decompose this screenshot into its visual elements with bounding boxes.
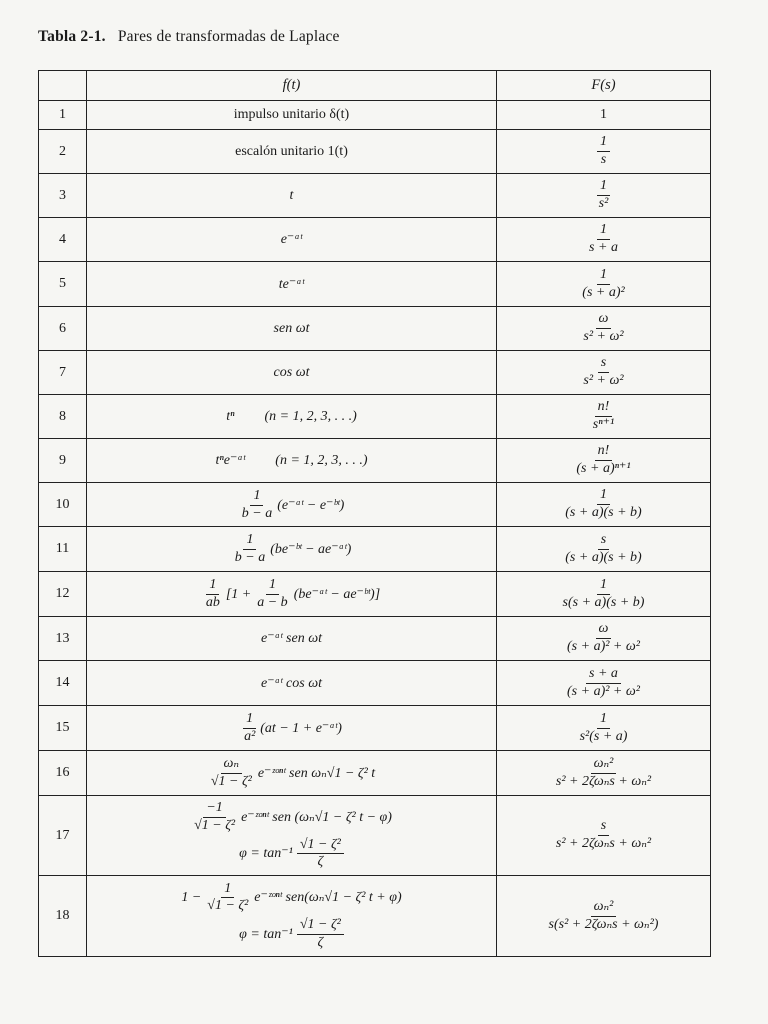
row-index: 6 bbox=[39, 307, 87, 351]
f-numerator: 1 bbox=[206, 578, 219, 595]
f-expr: (be⁻ᵃᵗ − ae⁻ᵇᵗ)] bbox=[293, 587, 381, 602]
F-denominator: (s + a)² + ω² bbox=[567, 683, 640, 699]
table-row bbox=[39, 130, 711, 174]
F-denominator: s + a bbox=[589, 240, 618, 255]
F-numerator: n! bbox=[595, 400, 613, 417]
F-fraction bbox=[597, 135, 610, 167]
f-expr: t bbox=[289, 187, 294, 203]
table-caption bbox=[38, 28, 340, 46]
F-cell bbox=[497, 572, 711, 617]
row-index: 7 bbox=[39, 351, 87, 395]
f-cell bbox=[87, 101, 497, 130]
f-cell bbox=[87, 307, 497, 351]
f-expr: e⁻ᶻᵒⁿᵗ sen (ωₙ√1 − ζ² t − φ) bbox=[241, 809, 392, 825]
f-expr: (be⁻ᵇᵗ − ae⁻ᵃᵗ) bbox=[270, 542, 352, 557]
F-denominator: sⁿ⁺¹ bbox=[592, 417, 615, 432]
F-fraction bbox=[553, 757, 654, 789]
F-fraction bbox=[596, 179, 612, 211]
table-row bbox=[39, 262, 711, 307]
f-denominator: a² bbox=[244, 729, 256, 744]
F-numerator: ω bbox=[596, 312, 612, 329]
F-denominator: (s + a)² + ω² bbox=[567, 639, 640, 654]
F-numerator: s + a bbox=[586, 667, 621, 684]
f-cell bbox=[87, 262, 497, 307]
F-fraction bbox=[564, 667, 643, 699]
F-cell bbox=[497, 661, 711, 706]
table-row bbox=[39, 218, 711, 262]
f-fraction bbox=[241, 712, 258, 744]
F-fraction bbox=[590, 400, 617, 432]
f-denominator: ab bbox=[205, 595, 220, 610]
F-denominator: s² bbox=[598, 196, 609, 211]
F-denominator: s² + 2ζωₙs + ωₙ² bbox=[555, 773, 652, 789]
f-cell bbox=[87, 751, 497, 796]
F-fraction bbox=[546, 900, 662, 932]
F-cell bbox=[497, 351, 711, 395]
table-row bbox=[39, 483, 711, 527]
f-cell bbox=[87, 706, 497, 751]
F-numerator: ω bbox=[596, 622, 612, 639]
row-index: 14 bbox=[39, 661, 87, 706]
table-row bbox=[39, 101, 711, 130]
f-numerator: −1 bbox=[203, 801, 225, 818]
F-denominator: s²(s + a) bbox=[579, 728, 628, 744]
f-fraction bbox=[208, 757, 255, 789]
F-fraction bbox=[573, 444, 633, 476]
laplace-table bbox=[38, 70, 711, 957]
f-numerator: 1 bbox=[250, 489, 263, 506]
F-fraction bbox=[579, 268, 627, 300]
f-condition: (n = 1, 2, 3, . . .) bbox=[264, 408, 357, 424]
table-row bbox=[39, 706, 711, 751]
row-index: 13 bbox=[39, 617, 87, 661]
f-expr: cos ωt bbox=[273, 364, 310, 380]
f-cell bbox=[87, 218, 497, 262]
F-numerator: ωₙ² bbox=[591, 757, 617, 774]
f-cell bbox=[87, 395, 497, 439]
F-numerator: s bbox=[598, 533, 609, 550]
table-row bbox=[39, 174, 711, 218]
f-numerator: ωₙ bbox=[221, 757, 243, 774]
F-numerator: 1 bbox=[597, 488, 610, 505]
F-expr: 1 bbox=[600, 107, 607, 122]
table-row bbox=[39, 617, 711, 661]
table-row bbox=[39, 307, 711, 351]
table-row bbox=[39, 876, 711, 957]
F-cell bbox=[497, 262, 711, 307]
F-numerator: 1 bbox=[597, 179, 610, 196]
f-denominator: √1 − ζ² bbox=[194, 817, 236, 833]
phi-fraction bbox=[297, 838, 344, 870]
F-cell bbox=[497, 101, 711, 130]
F-cell bbox=[497, 706, 711, 751]
table-row bbox=[39, 796, 711, 876]
F-numerator: 1 bbox=[597, 223, 610, 240]
f-denominator: √1 − ζ² bbox=[207, 898, 249, 914]
f-expr: tⁿ bbox=[226, 408, 235, 424]
F-cell bbox=[497, 527, 711, 572]
f-cell bbox=[87, 439, 497, 483]
f-numerator: 1 bbox=[221, 882, 234, 899]
f-cell bbox=[87, 876, 497, 957]
phi-label: φ = tan⁻¹ bbox=[239, 926, 293, 942]
F-cell bbox=[497, 617, 711, 661]
F-fraction bbox=[553, 819, 654, 851]
phi-label: φ = tan⁻¹ bbox=[239, 846, 293, 862]
F-fraction bbox=[562, 488, 644, 520]
row-index: 16 bbox=[39, 751, 87, 796]
f-numerator: 1 bbox=[243, 712, 256, 729]
table-title: Pares de transformadas de Laplace bbox=[117, 28, 340, 45]
row-index: 12 bbox=[39, 572, 87, 617]
F-denominator: (s + a)(s + b) bbox=[565, 505, 642, 520]
f-numerator-2: 1 bbox=[266, 578, 279, 595]
f-expr: (at − 1 + e⁻ᵃᵗ) bbox=[260, 721, 342, 736]
f-denominator: √1 − ζ² bbox=[210, 774, 252, 789]
phi-fraction bbox=[297, 918, 344, 950]
f-expr: tⁿe⁻ᵃᵗ bbox=[215, 453, 246, 468]
F-denominator: s bbox=[600, 152, 607, 167]
table-row bbox=[39, 527, 711, 572]
F-numerator: n! bbox=[595, 444, 613, 461]
row-index: 11 bbox=[39, 527, 87, 572]
phi-numerator: √1 − ζ² bbox=[297, 918, 344, 935]
F-cell bbox=[497, 174, 711, 218]
table-row bbox=[39, 751, 711, 796]
f-expr: e⁻ᵃᵗ bbox=[280, 232, 303, 247]
f-fraction-2 bbox=[254, 578, 290, 610]
F-fraction bbox=[580, 312, 626, 344]
f-denominator: b − a bbox=[241, 505, 273, 521]
row-index: 3 bbox=[39, 174, 87, 218]
f-expr: te⁻ᵃᵗ bbox=[278, 276, 305, 292]
f-cell bbox=[87, 483, 497, 527]
F-fraction bbox=[586, 223, 621, 255]
header-f: f(t) bbox=[87, 71, 497, 101]
phi-denominator: ζ bbox=[317, 934, 324, 950]
F-numerator: s bbox=[598, 356, 609, 373]
F-numerator: 1 bbox=[597, 135, 610, 152]
F-cell bbox=[497, 796, 711, 876]
F-fraction bbox=[562, 533, 644, 565]
F-denominator: (s + a)² bbox=[582, 284, 625, 300]
f-expr: (e⁻ᵃᵗ − e⁻ᵇᵗ) bbox=[277, 497, 345, 513]
table-row bbox=[39, 572, 711, 617]
F-cell bbox=[497, 751, 711, 796]
F-denominator: (s + a)ⁿ⁺¹ bbox=[576, 461, 631, 476]
F-cell bbox=[497, 439, 711, 483]
row-index: 1 bbox=[39, 101, 87, 130]
phi-denominator: ζ bbox=[317, 854, 324, 870]
row-index: 10 bbox=[39, 483, 87, 527]
F-numerator: 1 bbox=[597, 268, 610, 285]
f-cell bbox=[87, 661, 497, 706]
row-index: 9 bbox=[39, 439, 87, 483]
F-denominator: s(s + a)(s + b) bbox=[562, 594, 645, 610]
f-denominator: b − a bbox=[234, 550, 266, 565]
F-fraction bbox=[580, 356, 626, 388]
f-expr: e⁻ᶻᵒⁿᵗ sen(ωₙ√1 − ζ² t + φ) bbox=[254, 890, 402, 906]
F-denominator: s² + 2ζωₙs + ωₙ² bbox=[555, 836, 652, 851]
f-prefix: 1 − bbox=[181, 889, 202, 905]
f-fraction bbox=[232, 533, 268, 565]
f-fraction bbox=[191, 801, 238, 833]
F-denominator: s² + ω² bbox=[583, 373, 624, 388]
row-index: 18 bbox=[39, 876, 87, 957]
F-denominator: s(s² + 2ζωₙs + ωₙ²) bbox=[548, 916, 659, 932]
F-cell bbox=[497, 483, 711, 527]
row-index: 4 bbox=[39, 218, 87, 262]
row-index: 8 bbox=[39, 395, 87, 439]
f-numerator: 1 bbox=[243, 533, 256, 550]
f-expr: e⁻ᵃᵗ cos ωt bbox=[261, 675, 322, 691]
f-cell bbox=[87, 796, 497, 876]
F-cell bbox=[497, 307, 711, 351]
f-expr: impulso unitario δ(t) bbox=[233, 107, 350, 122]
F-denominator: s² + ω² bbox=[583, 329, 624, 344]
f-fraction bbox=[239, 489, 275, 521]
row-index: 5 bbox=[39, 262, 87, 307]
table-row bbox=[39, 395, 711, 439]
f-cell bbox=[87, 174, 497, 218]
table-row bbox=[39, 351, 711, 395]
f-cell bbox=[87, 351, 497, 395]
F-fraction bbox=[564, 622, 643, 654]
f-expr: sen ωt bbox=[273, 320, 310, 336]
header-row bbox=[39, 71, 711, 101]
F-cell bbox=[497, 876, 711, 957]
F-cell bbox=[497, 395, 711, 439]
row-index: 15 bbox=[39, 706, 87, 751]
f-fraction bbox=[203, 578, 223, 610]
f-expr: e⁻ᶻᵒⁿᵗ sen ωₙ√1 − ζ² t bbox=[257, 766, 376, 781]
table-row bbox=[39, 439, 711, 483]
f-cell bbox=[87, 617, 497, 661]
header-index bbox=[39, 71, 87, 101]
header-F: F(s) bbox=[497, 71, 711, 101]
phi-numerator: √1 − ζ² bbox=[297, 838, 344, 855]
f-cell bbox=[87, 572, 497, 617]
f-denominator-2: a − b bbox=[257, 595, 288, 610]
F-numerator: 1 bbox=[597, 578, 610, 595]
row-index: 2 bbox=[39, 130, 87, 174]
f-expr: e⁻ᵃᵗ sen ωt bbox=[261, 631, 322, 646]
f-cell bbox=[87, 527, 497, 572]
F-numerator: ωₙ² bbox=[591, 900, 617, 917]
f-cell bbox=[87, 130, 497, 174]
f-expr: escalón unitario 1(t) bbox=[235, 143, 348, 159]
table-row bbox=[39, 661, 711, 706]
f-open: [1 + bbox=[225, 586, 252, 602]
F-cell bbox=[497, 130, 711, 174]
f-condition: (n = 1, 2, 3, . . .) bbox=[275, 452, 368, 468]
row-index: 17 bbox=[39, 796, 87, 876]
F-fraction bbox=[560, 578, 648, 610]
F-cell bbox=[497, 218, 711, 262]
F-numerator: 1 bbox=[597, 712, 610, 729]
F-denominator: (s + a)(s + b) bbox=[565, 549, 642, 565]
F-numerator: s bbox=[598, 819, 609, 836]
table-number: Tabla 2-1. bbox=[38, 28, 106, 45]
f-fraction bbox=[204, 882, 251, 914]
F-fraction bbox=[577, 712, 631, 744]
